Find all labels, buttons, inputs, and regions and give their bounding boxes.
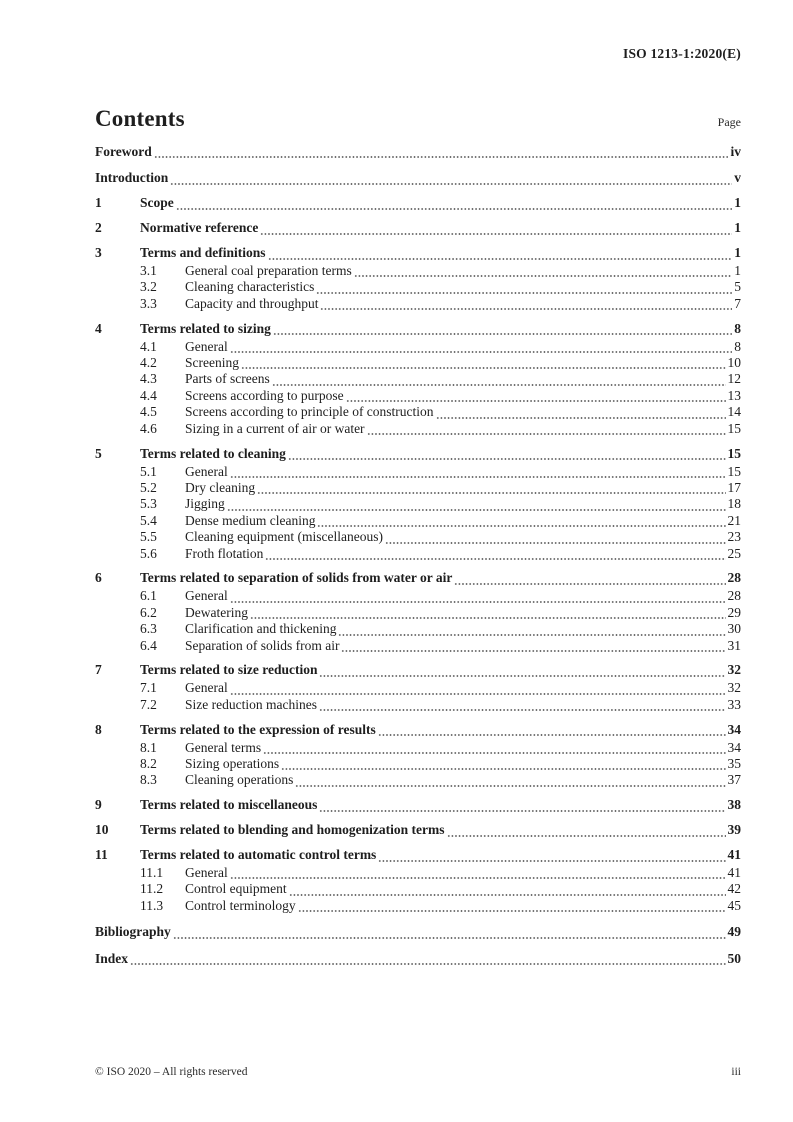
dot-leader bbox=[367, 430, 726, 435]
dot-leader bbox=[273, 330, 732, 335]
toc-entry[interactable] bbox=[95, 245, 741, 261]
toc-entry[interactable] bbox=[95, 951, 741, 967]
toc-entry-number: 4.1 bbox=[140, 338, 157, 354]
toc-header bbox=[95, 106, 741, 132]
dot-leader bbox=[257, 489, 725, 494]
toc-entry[interactable] bbox=[95, 680, 741, 696]
toc-entry[interactable] bbox=[95, 638, 741, 654]
dot-leader bbox=[378, 857, 725, 862]
dot-leader bbox=[176, 205, 733, 210]
toc-entry-page: 32 bbox=[727, 662, 741, 678]
toc-entry-label: Dry cleaning bbox=[185, 479, 256, 495]
toc-entry[interactable] bbox=[95, 279, 741, 295]
toc-entry-page: 34 bbox=[727, 721, 741, 737]
toc-entry[interactable] bbox=[95, 371, 741, 387]
dot-leader bbox=[341, 647, 725, 652]
toc-entry-page: 33 bbox=[727, 696, 741, 712]
toc-entry-page: 13 bbox=[727, 387, 741, 403]
toc-list bbox=[95, 144, 741, 967]
toc-entry-label: General bbox=[185, 463, 228, 479]
toc-entry-label: Terms related to the expression of results bbox=[140, 721, 376, 737]
dot-leader bbox=[173, 934, 726, 939]
toc-entry[interactable] bbox=[95, 388, 741, 404]
toc-entry[interactable] bbox=[95, 772, 741, 788]
toc-entry-label: Separation of solids from air bbox=[185, 637, 340, 653]
toc-entry[interactable] bbox=[95, 339, 741, 355]
toc-entry-number: 4.5 bbox=[140, 404, 157, 420]
toc-entry-number: 6.2 bbox=[140, 604, 157, 620]
toc-entry-label: Control equipment bbox=[185, 881, 287, 897]
dot-leader bbox=[230, 598, 726, 603]
toc-entry-number: 4.4 bbox=[140, 387, 157, 403]
toc-entry-page: 28 bbox=[727, 570, 741, 586]
toc-entry-label: Jigging bbox=[185, 496, 225, 512]
toc-entry-label: Bibliography bbox=[95, 924, 171, 940]
toc-entry-number: 7.1 bbox=[140, 680, 157, 696]
dot-leader bbox=[354, 272, 732, 277]
toc-entry-label: Scope bbox=[140, 195, 174, 211]
toc-entry-number: 5.5 bbox=[140, 529, 157, 545]
toc-entry-number: 8.3 bbox=[140, 772, 157, 788]
toc-entry-label: Froth flotation bbox=[185, 545, 264, 561]
toc-entry-page: 8 bbox=[734, 320, 741, 336]
toc-entry-number: 5.3 bbox=[140, 496, 157, 512]
dot-leader bbox=[265, 555, 725, 560]
toc-entry[interactable] bbox=[95, 722, 741, 738]
toc-entry[interactable] bbox=[95, 740, 741, 756]
dot-leader bbox=[295, 782, 725, 787]
toc-entry-number: 3 bbox=[95, 245, 102, 261]
toc-entry-number: 3.2 bbox=[140, 279, 157, 295]
dot-leader bbox=[263, 749, 725, 754]
toc-entry-label: Terms related to sizing bbox=[140, 320, 271, 336]
toc-entry-label: Introduction bbox=[95, 170, 169, 186]
toc-entry[interactable] bbox=[95, 355, 741, 371]
dot-leader bbox=[230, 348, 733, 353]
toc-entry-page: 23 bbox=[727, 529, 741, 545]
toc-entry-label: Clarification and thickening bbox=[185, 621, 337, 637]
toc-entry-number: 9 bbox=[95, 797, 102, 813]
toc-entry-label: General bbox=[185, 338, 228, 354]
toc-entry-label: Screens according to purpose bbox=[185, 387, 344, 403]
dot-leader bbox=[154, 153, 729, 158]
toc-entry-number: 11.2 bbox=[140, 881, 164, 897]
toc-entry-number: 6.4 bbox=[140, 637, 157, 653]
toc-entry-page: 1 bbox=[734, 263, 741, 279]
toc-entry-number: 1 bbox=[95, 195, 102, 211]
toc-entry[interactable] bbox=[95, 865, 741, 881]
toc-entry-page: 45 bbox=[727, 897, 741, 913]
toc-entry-page: 12 bbox=[727, 371, 741, 387]
toc-entry-number: 8 bbox=[95, 721, 102, 737]
toc-entry-number: 5.4 bbox=[140, 512, 157, 528]
dot-leader bbox=[281, 765, 725, 770]
toc-entry-number: 4.6 bbox=[140, 420, 157, 436]
toc-entry[interactable] bbox=[95, 605, 741, 621]
toc-entry[interactable] bbox=[95, 588, 741, 604]
toc-entry[interactable] bbox=[95, 170, 741, 186]
toc-entry-number: 6.3 bbox=[140, 621, 157, 637]
toc-entry-page: 28 bbox=[727, 588, 741, 604]
toc-entry-label: General coal preparation terms bbox=[185, 263, 352, 279]
toc-entry-label: Sizing in a current of air or water bbox=[185, 420, 365, 436]
toc-entry-page: 10 bbox=[727, 355, 741, 371]
toc-entry-page: 37 bbox=[727, 772, 741, 788]
toc-entry-page: 42 bbox=[727, 881, 741, 897]
toc-entry-number: 4.3 bbox=[140, 371, 157, 387]
toc-entry-label: Normative reference bbox=[140, 220, 259, 236]
toc-entry-label: Terms related to cleaning bbox=[140, 445, 286, 461]
toc-entry-label: Terms and definitions bbox=[140, 245, 266, 261]
toc-entry-label: Terms related to miscellaneous bbox=[140, 797, 318, 813]
toc-entry-page: 14 bbox=[727, 404, 741, 420]
dot-leader bbox=[268, 255, 733, 260]
toc-entry[interactable] bbox=[95, 513, 741, 529]
toc-entry-number: 8.2 bbox=[140, 756, 157, 771]
toc-entry[interactable] bbox=[95, 546, 741, 562]
toc-entry-page: 15 bbox=[727, 420, 741, 436]
toc-entry-page: 18 bbox=[727, 496, 741, 512]
toc-entry-page: 31 bbox=[727, 637, 741, 653]
toc-entry[interactable] bbox=[95, 847, 741, 863]
dot-leader bbox=[319, 807, 725, 812]
dot-leader bbox=[230, 874, 726, 879]
dot-leader bbox=[230, 473, 726, 478]
toc-entry-label: General bbox=[185, 680, 228, 696]
dot-leader bbox=[346, 397, 726, 402]
toc-entry-page: 1 bbox=[734, 245, 741, 261]
toc-entry-number: 11 bbox=[95, 847, 108, 863]
toc-entry-page: 17 bbox=[727, 479, 741, 495]
toc-entry[interactable] bbox=[95, 496, 741, 512]
toc-entry-number: 3.3 bbox=[140, 295, 157, 311]
toc-entry[interactable] bbox=[95, 697, 741, 713]
document-reference: ISO 1213-1:2020(E) bbox=[623, 46, 741, 61]
toc-entry-number: 4 bbox=[95, 320, 102, 336]
toc-entry-number: 4.2 bbox=[140, 355, 157, 371]
toc-entry-page: 30 bbox=[727, 621, 741, 637]
toc-entry[interactable] bbox=[95, 464, 741, 480]
toc-entry-label: General bbox=[185, 588, 228, 604]
toc-entry-label: Parts of screens bbox=[185, 371, 270, 387]
toc-entry[interactable] bbox=[95, 446, 741, 462]
table-of-contents bbox=[95, 106, 741, 967]
toc-entry-number: 5 bbox=[95, 445, 102, 461]
toc-entry-label: Screening bbox=[185, 355, 239, 371]
dot-leader bbox=[260, 230, 732, 235]
toc-entry[interactable] bbox=[95, 296, 741, 312]
toc-entry-page: 1 bbox=[734, 220, 741, 236]
toc-entry-page: 15 bbox=[727, 445, 741, 461]
toc-entry-page: 49 bbox=[727, 924, 741, 940]
toc-entry-page: 21 bbox=[727, 512, 741, 528]
toc-entry-page: 5 bbox=[734, 279, 741, 295]
toc-entry[interactable] bbox=[95, 662, 741, 678]
toc-entry-label: Control terminology bbox=[185, 897, 296, 913]
toc-entry-label: Cleaning characteristics bbox=[185, 279, 315, 295]
toc-entry-label: Size reduction machines bbox=[185, 696, 317, 712]
dot-leader bbox=[338, 631, 725, 636]
dot-leader bbox=[250, 614, 726, 619]
toc-entry-label: Capacity and throughput bbox=[185, 295, 319, 311]
toc-entry-label: Terms related to blending and homogenization terms bbox=[140, 822, 445, 838]
dot-leader bbox=[447, 832, 726, 837]
toc-entry[interactable] bbox=[95, 404, 741, 420]
toc-entry-page: 39 bbox=[727, 822, 741, 838]
dot-leader bbox=[316, 289, 732, 294]
toc-entry-page: 34 bbox=[727, 739, 741, 755]
dot-leader bbox=[378, 731, 726, 736]
toc-entry[interactable] bbox=[95, 321, 741, 337]
toc-entry-number: 6.1 bbox=[140, 588, 157, 604]
toc-entry-page: v bbox=[734, 170, 741, 186]
toc-entry-page: iv bbox=[730, 144, 741, 159]
toc-entry-number: 10 bbox=[95, 822, 109, 838]
toc-entry-number: 2 bbox=[95, 220, 102, 236]
toc-entry-number: 5.2 bbox=[140, 479, 157, 495]
toc-entry-number: 8.1 bbox=[140, 739, 157, 755]
dot-leader bbox=[289, 891, 726, 896]
toc-entry-page: 25 bbox=[727, 545, 741, 561]
toc-entry[interactable] bbox=[95, 421, 741, 437]
page-column-label: Page bbox=[717, 115, 741, 129]
dot-leader bbox=[298, 907, 726, 912]
toc-entry-number: 7.2 bbox=[140, 696, 157, 712]
toc-entry[interactable] bbox=[95, 263, 741, 279]
toc-entry[interactable] bbox=[95, 822, 741, 838]
toc-entry[interactable] bbox=[95, 529, 741, 545]
toc-entry-label: Foreword bbox=[95, 144, 152, 159]
toc-entry-label: Terms related to automatic control terms bbox=[140, 847, 377, 863]
toc-entry[interactable] bbox=[95, 195, 741, 211]
toc-entry-number: 11.1 bbox=[140, 865, 164, 881]
dot-leader bbox=[436, 414, 726, 419]
toc-entry-page: 41 bbox=[727, 847, 741, 863]
dot-leader bbox=[320, 305, 732, 310]
toc-entry-label: Sizing operations bbox=[185, 756, 280, 771]
toc-entry-page: 38 bbox=[727, 797, 741, 813]
toc-entry-page: 35 bbox=[727, 756, 741, 771]
toc-entry-label: Dewatering bbox=[185, 604, 248, 620]
dot-leader bbox=[241, 364, 726, 369]
toc-entry[interactable] bbox=[95, 797, 741, 813]
dot-leader bbox=[454, 580, 725, 585]
toc-entry-label: Index bbox=[95, 950, 129, 966]
toc-entry-page: 15 bbox=[727, 463, 741, 479]
dot-leader bbox=[227, 506, 726, 511]
toc-entry[interactable] bbox=[95, 621, 741, 637]
toc-entry-number: 5.1 bbox=[140, 463, 157, 479]
toc-entry-page: 7 bbox=[734, 295, 741, 311]
dot-leader bbox=[288, 455, 726, 460]
dot-leader bbox=[272, 381, 726, 386]
toc-entry-page: 1 bbox=[734, 195, 741, 211]
page-footer bbox=[95, 1066, 741, 1078]
toc-entry-page: 41 bbox=[727, 865, 741, 881]
dot-leader bbox=[317, 522, 725, 527]
page-title: Contents bbox=[95, 106, 185, 131]
toc-entry-label: Terms related to size reduction bbox=[140, 662, 318, 678]
dot-leader bbox=[130, 960, 725, 965]
toc-entry-page: 32 bbox=[727, 680, 741, 696]
copyright-notice: © ISO 2020 – All rights reserved bbox=[95, 1066, 248, 1078]
toc-entry[interactable] bbox=[95, 756, 741, 772]
dot-leader bbox=[319, 706, 726, 711]
toc-entry[interactable] bbox=[95, 220, 741, 236]
toc-entry-label: General terms bbox=[185, 739, 262, 755]
toc-entry-number: 7 bbox=[95, 662, 102, 678]
dot-leader bbox=[385, 539, 726, 544]
toc-entry-page: 50 bbox=[727, 950, 741, 966]
toc-entry-label: Cleaning equipment (miscellaneous) bbox=[185, 529, 383, 545]
toc-entry[interactable] bbox=[95, 881, 741, 897]
toc-entry-number: 6 bbox=[95, 570, 102, 586]
toc-entry[interactable] bbox=[95, 898, 741, 914]
toc-entry-label: Dense medium cleaning bbox=[185, 512, 316, 528]
dot-leader bbox=[170, 180, 732, 185]
toc-entry-label: General bbox=[185, 865, 228, 881]
folio-page-number: iii bbox=[731, 1066, 741, 1078]
toc-entry[interactable] bbox=[95, 144, 741, 160]
toc-entry-page: 29 bbox=[727, 604, 741, 620]
toc-entry-number: 5.6 bbox=[140, 545, 157, 561]
toc-entry-label: Terms related to separation of solids from water or air bbox=[140, 570, 453, 586]
dot-leader bbox=[230, 690, 726, 695]
toc-entry-page: 8 bbox=[734, 338, 741, 354]
dot-leader bbox=[319, 672, 725, 677]
toc-entry[interactable] bbox=[95, 480, 741, 496]
toc-entry-number: 11.3 bbox=[140, 897, 164, 913]
toc-entry-label: Screens according to principle of construction bbox=[185, 404, 434, 420]
toc-entry-number: 3.1 bbox=[140, 263, 157, 279]
toc-entry[interactable] bbox=[95, 924, 741, 940]
toc-entry-label: Cleaning operations bbox=[185, 772, 294, 788]
toc-entry[interactable] bbox=[95, 570, 741, 586]
